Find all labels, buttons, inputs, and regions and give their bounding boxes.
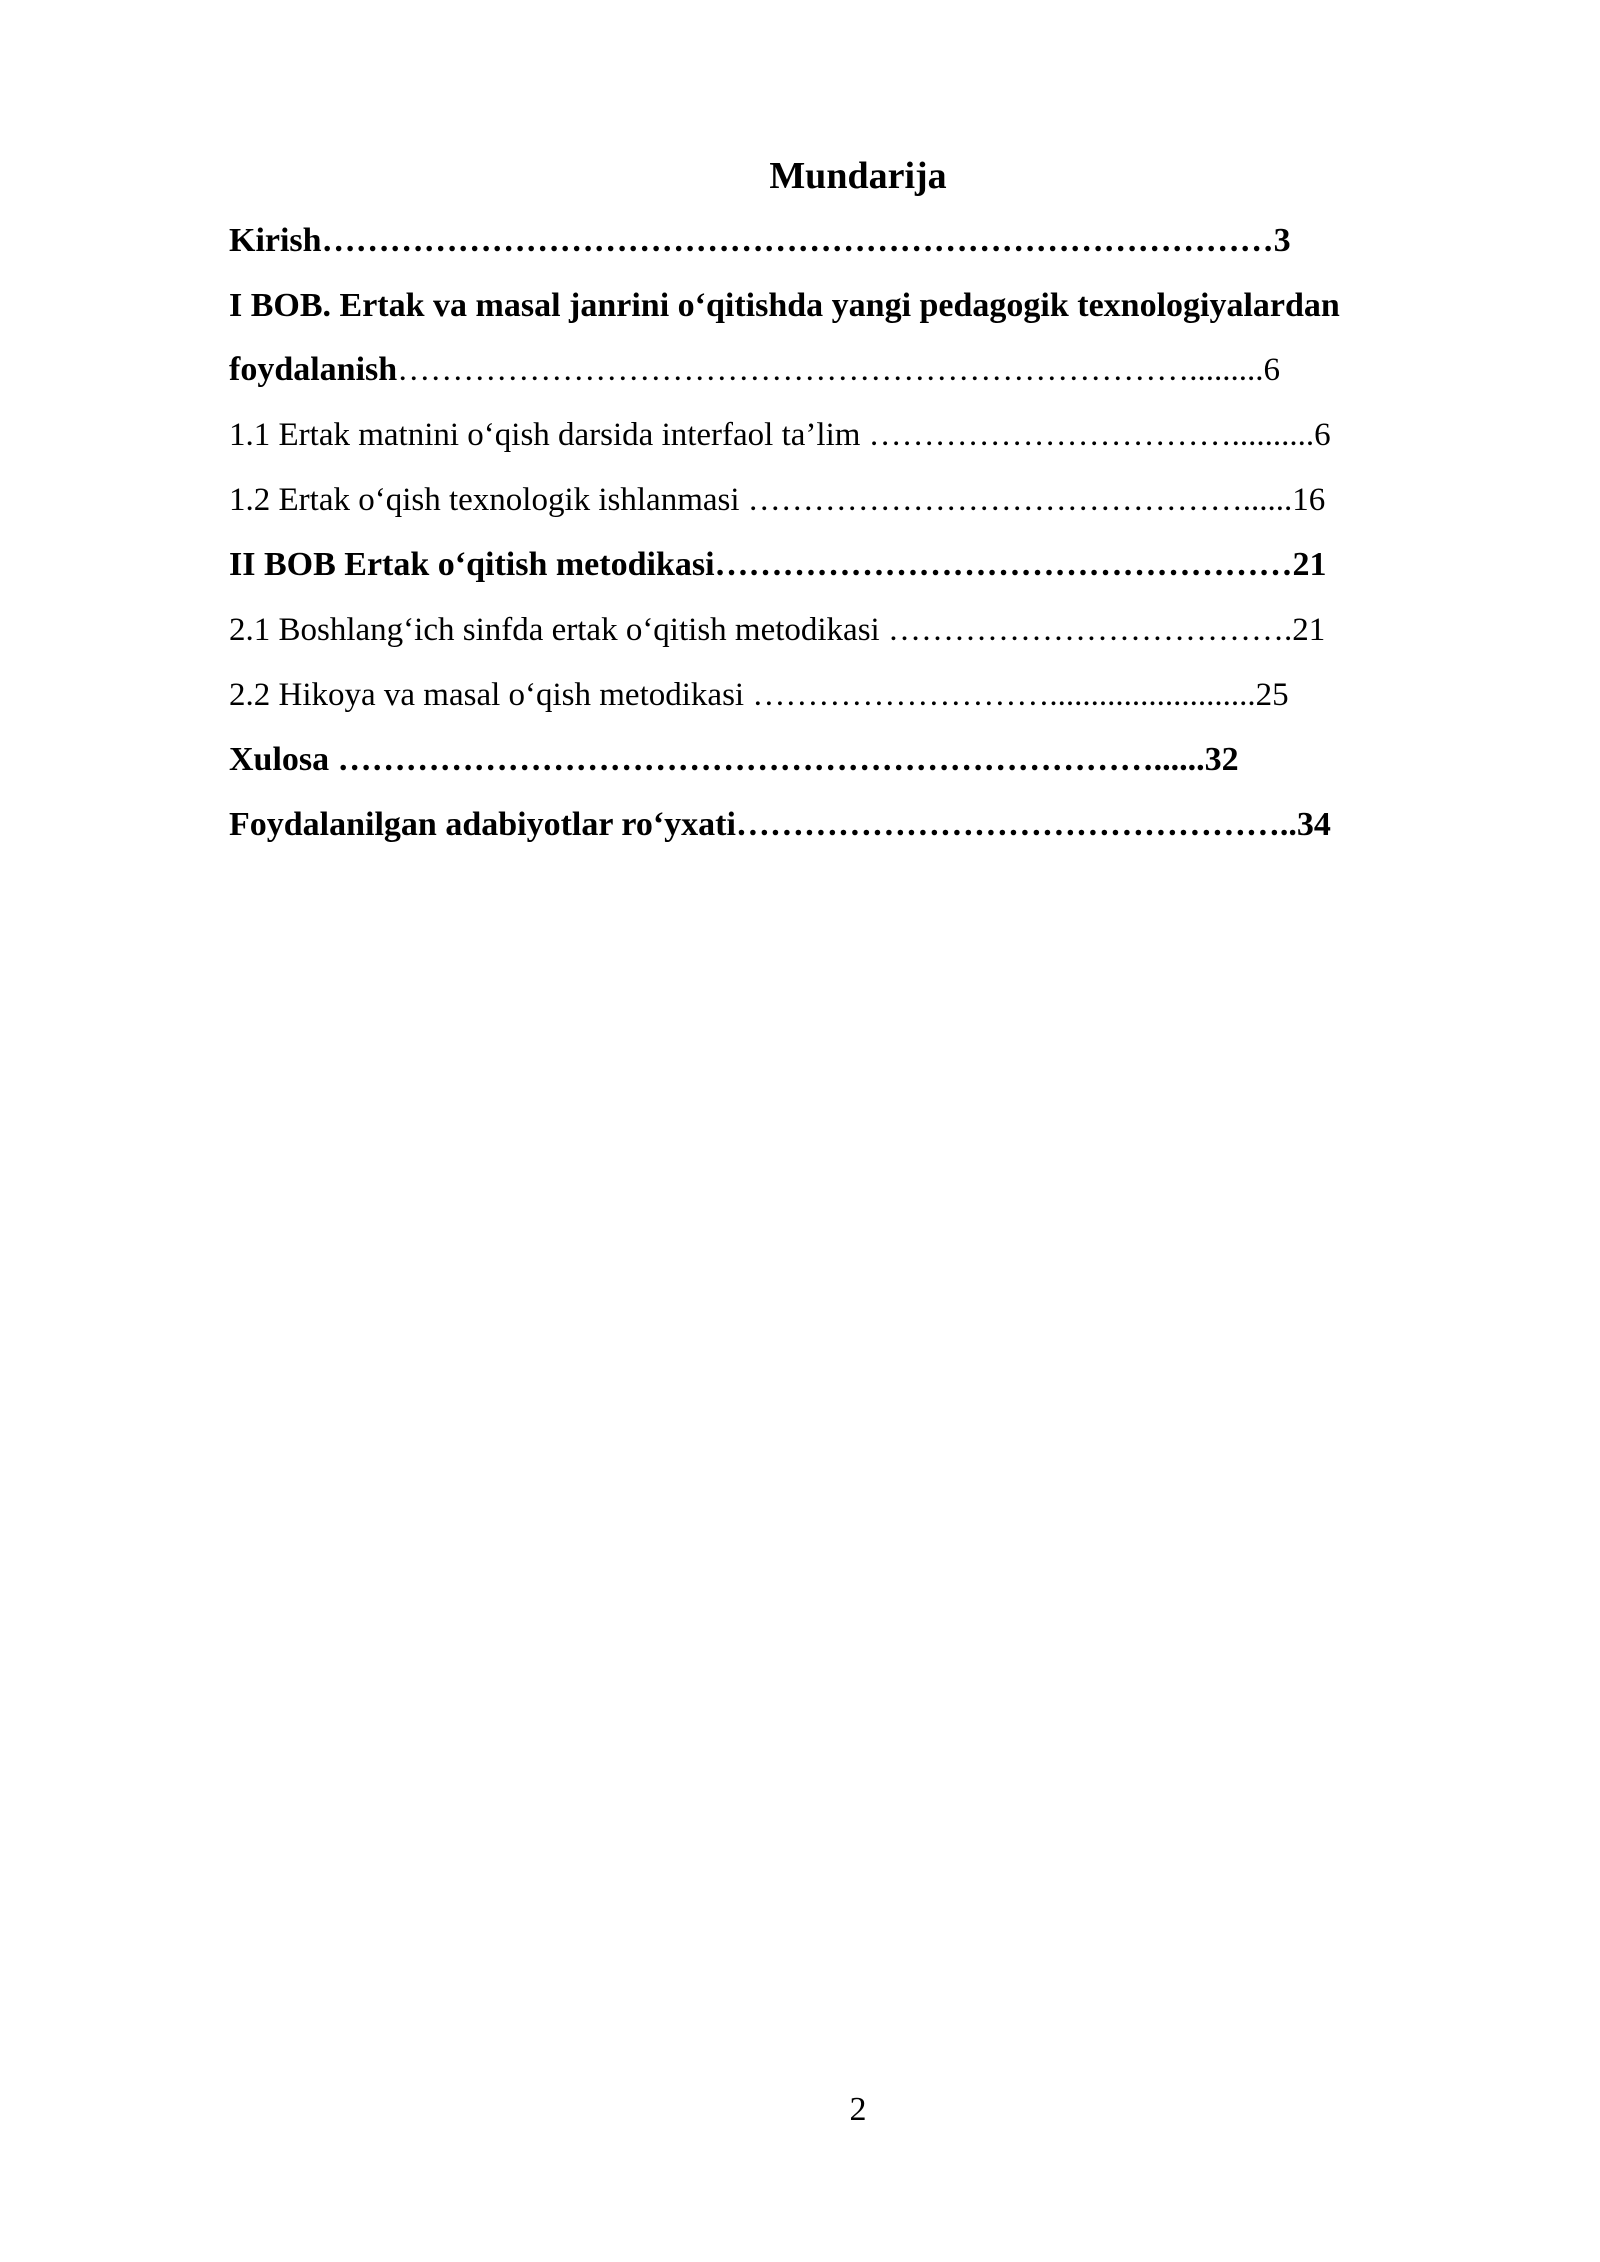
table-of-contents	[229, 213, 1483, 862]
toc-entry-section-1-1	[229, 407, 1483, 472]
toc-entry-text: 1.1 Ertak matnini o‘qish darsida interfaol ta’lim ……………………………..........6	[229, 417, 1331, 453]
toc-entry-text: 1.2 Ertak o‘qish texnologik ishlanmasi ………………………………………......16	[229, 482, 1326, 518]
toc-entry-section-1-2	[229, 472, 1483, 537]
toc-entry-section-2-2	[229, 667, 1483, 732]
toc-entry-xulosa	[229, 732, 1483, 797]
toc-entry-text: Foydalanilgan adabiyotlar ro‘yxati…………………………………………..34	[229, 806, 1331, 843]
toc-entry-chapter-1-title-continued	[229, 342, 1483, 407]
toc-entry-text: I BOB. Ertak va masal janrini o‘qitishda yangi pedagogik texnologiyalardan	[229, 287, 1340, 324]
toc-entry-text: Xulosa ………………………………………………………………......32	[229, 741, 1239, 778]
toc-entry-text: foydalanish	[229, 351, 398, 388]
toc-entry-chapter-1-title	[229, 278, 1483, 342]
toc-entry-text: Kirish…………………………………………………………………………3	[229, 222, 1291, 259]
toc-title: Mundarija	[769, 155, 947, 197]
toc-entry-kirish	[229, 213, 1483, 278]
toc-entry-text: II BOB Ertak o‘qitish metodikasi……………………………………………21	[229, 546, 1327, 583]
toc-entry-text: 2.2 Hikoya va masal o‘qish metodikasi ……………………….........................25	[229, 677, 1289, 713]
toc-entry-chapter-2	[229, 537, 1483, 602]
toc-entry-section-2-1	[229, 602, 1483, 667]
toc-entry-references	[229, 797, 1483, 862]
toc-entry-text: 2.1 Boshlang‘ich sinfda ertak o‘qitish metodikasi ……………………………….21	[229, 612, 1326, 648]
page-number: 2	[849, 2091, 867, 2128]
toc-entry-leader: ……………………………………………………………….........6	[397, 352, 1280, 388]
